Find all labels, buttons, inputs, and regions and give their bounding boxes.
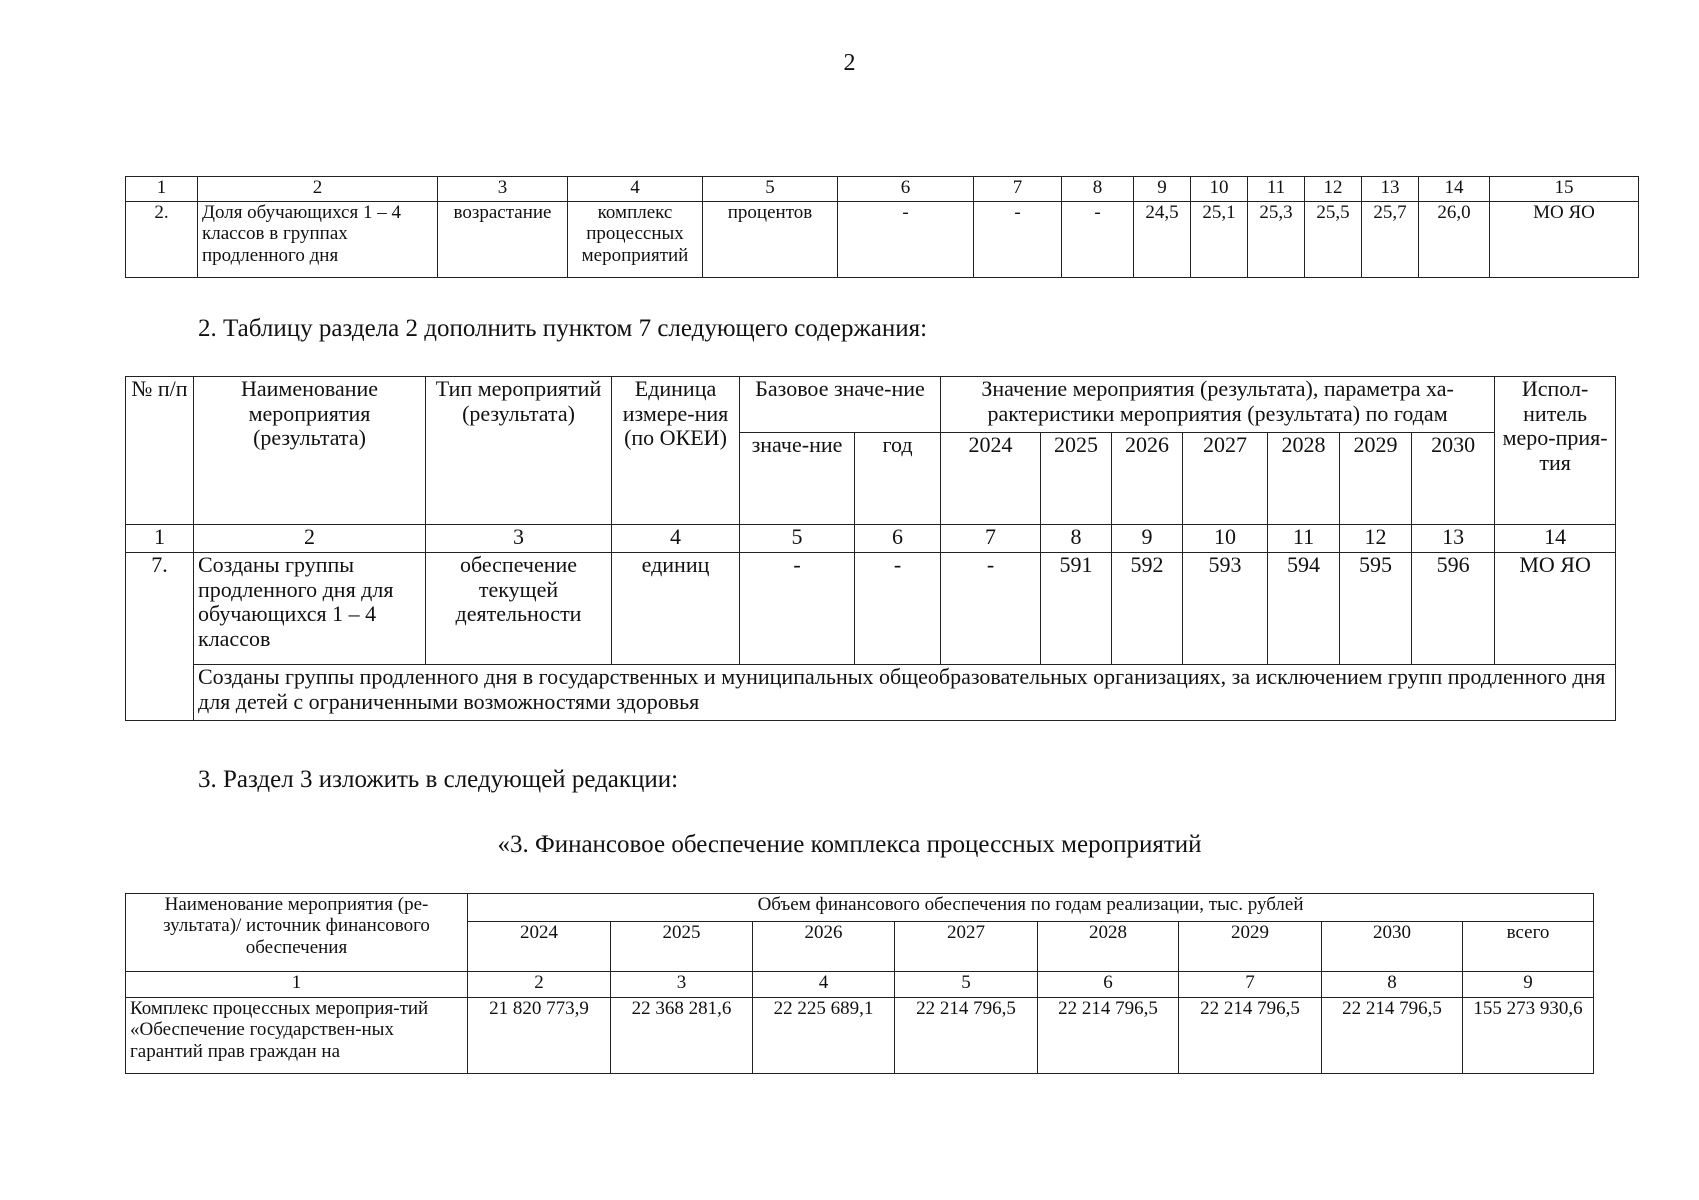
table3-col-numbers-row <box>126 972 1594 998</box>
activity-value: 596 <box>1412 553 1495 665</box>
table2-col-number: 14 <box>1495 525 1616 553</box>
indicator-cell: - <box>974 202 1062 278</box>
financing-activity-name: Комплекс процессных мероприя-тий «Обеспечение государствен-ных гарантий прав граждан на <box>126 998 468 1074</box>
activities-table <box>125 376 1616 721</box>
table3-col-number: 7 <box>1179 972 1322 998</box>
indicator-value: 25,3 <box>1248 202 1305 278</box>
row-number: 7. <box>126 553 194 721</box>
header-year: 2026 <box>1112 433 1183 525</box>
header-executor: Испол-нитель меро-прия-тия <box>1495 377 1616 525</box>
table2-col-numbers-row <box>126 525 1616 553</box>
table1-col-number: 7 <box>974 177 1062 202</box>
indicator-value: 24,5 <box>1134 202 1191 278</box>
activity-value: 592 <box>1112 553 1183 665</box>
table2-col-number: 9 <box>1112 525 1183 553</box>
activity-unit: единиц <box>612 553 740 665</box>
table2-col-number: 2 <box>194 525 426 553</box>
table1-col-number: 3 <box>438 177 568 202</box>
table3-col-number: 6 <box>1038 972 1179 998</box>
table1-col-number: 5 <box>703 177 838 202</box>
header-year: 2027 <box>1183 433 1268 525</box>
header-base-value-year: год <box>855 433 941 525</box>
activity-base-year: - <box>855 553 941 665</box>
table3-col-number: 9 <box>1463 972 1594 998</box>
financing-value: 22 214 796,5 <box>1322 998 1463 1074</box>
section-heading: «3. Финансовое обеспечение комплекса процессных мероприятий <box>497 831 1202 858</box>
header-activity-source: Наименование мероприятия (ре-зультата)/ источник финансового обеспечения <box>126 894 468 972</box>
table-row <box>126 202 1639 278</box>
activity-executor: МО ЯО <box>1495 553 1616 665</box>
header-total: всего <box>1463 922 1594 972</box>
financing-value: 22 214 796,5 <box>1038 998 1179 1074</box>
table3-col-number: 5 <box>895 972 1038 998</box>
activity-name: Созданы группы продленного дня для обучающихся 1 – 4 классов <box>194 553 426 665</box>
indicator-executor: МО ЯО <box>1490 202 1639 278</box>
table1-col-number: 15 <box>1490 177 1639 202</box>
financing-value: 21 820 773,9 <box>468 998 611 1074</box>
header-year: 2029 <box>1340 433 1412 525</box>
table3-col-number: 4 <box>753 972 895 998</box>
indicator-value: 26,0 <box>1419 202 1490 278</box>
activity-value: 591 <box>1041 553 1112 665</box>
table-row <box>126 553 1616 665</box>
table2-col-number: 5 <box>740 525 855 553</box>
activity-type: обеспечение текущей деятельности <box>426 553 612 665</box>
page-number: 2 <box>843 50 856 76</box>
header-year: 2025 <box>611 922 753 972</box>
table1-col-number: 4 <box>568 177 703 202</box>
table1-col-number: 2 <box>198 177 438 202</box>
table2-col-number: 10 <box>1183 525 1268 553</box>
table2-col-number: 7 <box>941 525 1041 553</box>
table2-col-number: 4 <box>612 525 740 553</box>
table1-col-number: 8 <box>1062 177 1134 202</box>
table1-col-number: 10 <box>1191 177 1248 202</box>
header-base-value-value: значе-ние <box>740 433 855 525</box>
table1-col-number: 14 <box>1419 177 1490 202</box>
row-number: 2. <box>126 202 198 278</box>
indicator-unit: процентов <box>703 202 838 278</box>
table-row <box>126 998 1594 1074</box>
financing-total: 155 273 930,6 <box>1463 998 1594 1074</box>
financing-table <box>125 893 1594 1074</box>
table2-col-number: 1 <box>126 525 194 553</box>
table2-col-number: 12 <box>1340 525 1412 553</box>
activity-base-value: - <box>740 553 855 665</box>
paragraph-3: 3. Раздел 3 изложить в следующей редакции: <box>198 766 679 793</box>
table2-col-number: 8 <box>1041 525 1112 553</box>
table1-col-number: 9 <box>1134 177 1191 202</box>
indicator-source: комплекс процессных мероприятий <box>568 202 703 278</box>
header-financing-volume: Объем финансового обеспечения по годам реализации, тыс. рублей <box>468 894 1594 922</box>
header-base-value: Базовое значе-ние <box>740 377 941 433</box>
indicator-cell: - <box>838 202 974 278</box>
indicator-name: Доля обучающихся 1 – 4 классов в группах продленного дня <box>198 202 438 278</box>
activity-value: 593 <box>1183 553 1268 665</box>
header-year: 2028 <box>1268 433 1340 525</box>
table2-col-number: 6 <box>855 525 941 553</box>
financing-value: 22 214 796,5 <box>895 998 1038 1074</box>
header-year: 2029 <box>1179 922 1322 972</box>
header-number: № п/п <box>126 377 194 525</box>
header-activity-type: Тип мероприятий (результата) <box>426 377 612 525</box>
table3-col-number: 1 <box>126 972 468 998</box>
indicator-value: 25,7 <box>1362 202 1419 278</box>
header-year: 2028 <box>1038 922 1179 972</box>
table1-col-number: 6 <box>838 177 974 202</box>
table1-col-number: 12 <box>1305 177 1362 202</box>
financing-value: 22 368 281,6 <box>611 998 753 1074</box>
indicator-value: 25,5 <box>1305 202 1362 278</box>
activity-note: Созданы группы продленного дня в государственных и муниципальных общеобразовательных организациях, за исключением групп продленного дня для детей с ограниченными возможностями здоровья <box>194 665 1616 721</box>
financing-value: 22 214 796,5 <box>1179 998 1322 1074</box>
table1-col-number: 1 <box>126 177 198 202</box>
indicators-table <box>125 176 1639 278</box>
indicator-cell: - <box>1062 202 1134 278</box>
header-unit: Единица измере-ния (по ОКЕИ) <box>612 377 740 525</box>
paragraph-2: 2. Таблицу раздела 2 дополнить пунктом 7 следующего содержания: <box>198 315 928 342</box>
header-values-by-year: Значение мероприятия (результата), параметра ха-рактеристики мероприятия (результата) по годам <box>941 377 1495 433</box>
table1-col-number: 11 <box>1248 177 1305 202</box>
header-activity-name: Наименование мероприятия (результата) <box>194 377 426 525</box>
table2-col-number: 13 <box>1412 525 1495 553</box>
header-year: 2024 <box>941 433 1041 525</box>
activity-value: - <box>941 553 1041 665</box>
table2-col-number: 11 <box>1268 525 1340 553</box>
table3-col-number: 2 <box>468 972 611 998</box>
header-year: 2025 <box>1041 433 1112 525</box>
indicator-trend: возрастание <box>438 202 568 278</box>
table2-col-number: 3 <box>426 525 612 553</box>
activity-value: 595 <box>1340 553 1412 665</box>
header-year: 2026 <box>753 922 895 972</box>
header-year: 2024 <box>468 922 611 972</box>
table2-header-row <box>126 377 1616 433</box>
financing-value: 22 225 689,1 <box>753 998 895 1074</box>
indicator-value: 25,1 <box>1191 202 1248 278</box>
activity-value: 594 <box>1268 553 1340 665</box>
table-row <box>126 665 1616 721</box>
table3-header-row <box>126 894 1594 922</box>
table1-col-number: 13 <box>1362 177 1419 202</box>
table3-col-number: 8 <box>1322 972 1463 998</box>
header-year: 2027 <box>895 922 1038 972</box>
table3-col-number: 3 <box>611 972 753 998</box>
table1-header-row <box>126 177 1639 202</box>
header-year: 2030 <box>1412 433 1495 525</box>
header-year: 2030 <box>1322 922 1463 972</box>
